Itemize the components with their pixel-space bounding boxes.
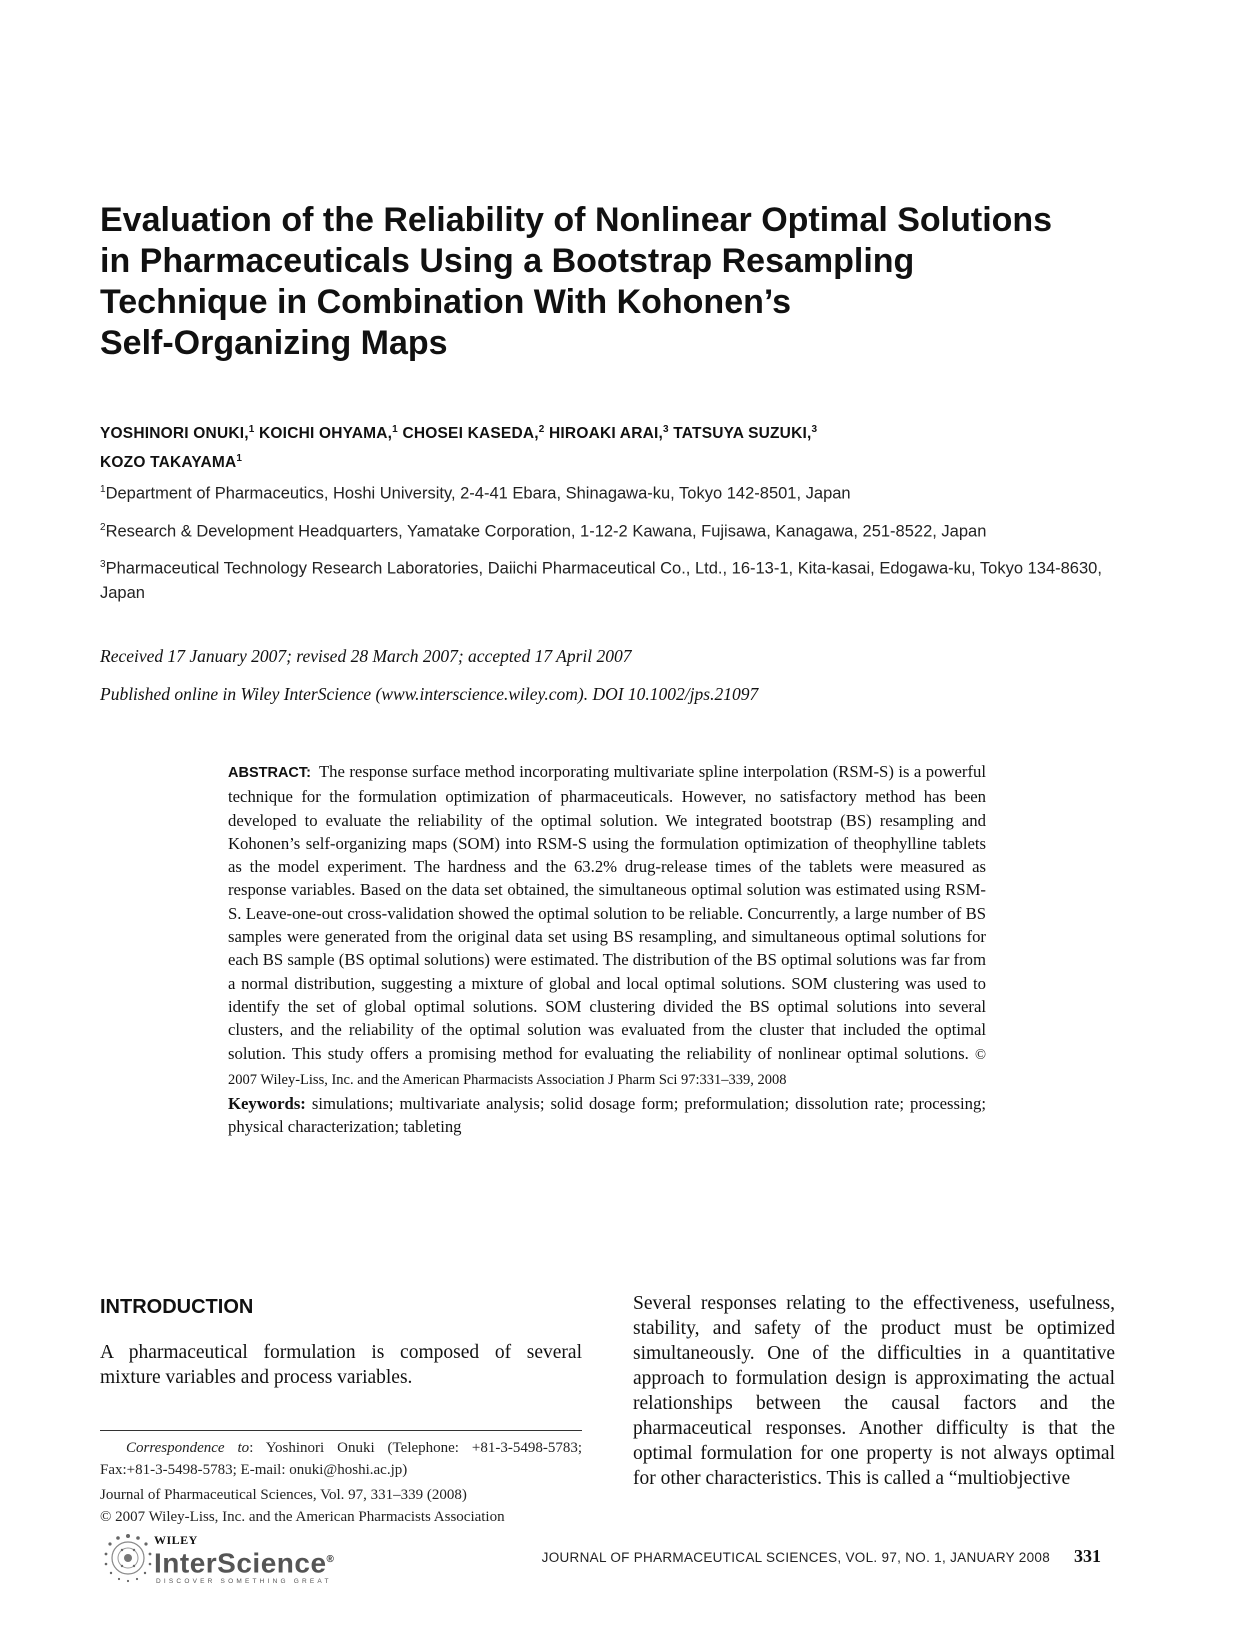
affiliation-mark: 1 bbox=[100, 484, 106, 495]
journal-citation: Journal of Pharmaceutical Sciences, Vol. 97, 331–339 (2008) bbox=[100, 1487, 467, 1503]
registered-mark: ® bbox=[326, 1554, 335, 1565]
author-name: TATSUYA SUZUKI, bbox=[673, 425, 812, 443]
keywords bbox=[228, 1092, 986, 1139]
affiliation-mark: 2 bbox=[100, 522, 106, 533]
author-line bbox=[100, 417, 1140, 446]
author-list bbox=[100, 417, 1140, 475]
running-footer: JOURNAL OF PHARMACEUTICAL SCIENCES, VOL. 97, NO. 1, JANUARY 2008 bbox=[541, 1550, 1050, 1565]
affiliation bbox=[100, 516, 1140, 544]
author-affiliation-mark: 3 bbox=[811, 424, 818, 435]
abstract-text: The response surface method incorporating multivariate spline interpolation (RSM-S) is a powerful technique for the formulation optimization of pharmaceuticals. However, no satisfactory method has been developed to evaluate the reliability of the optimal solution. We integrated bootstrap (BS) resampling and Kohonen’s self-organizing maps (SOM) into RSM-S using the formulation optimization of theophylline tablets as the model experiment. The hardness and the 63.2% drug-release times of the tablets were measured as response variables. Based on the data set obtained, the simultaneous optimal solution was estimated using RSM-S. Leave-one-out cross-validation showed the optimal solution to be reliable. Concurrently, a large number of BS samples were generated from the original data set using BS resampling, and simultaneous optimal solutions for each BS sample (BS optimal solutions) were estimated. The distribution of the BS optimal solutions was far from a normal distribution, suggesting a mixture of global and local optimal solutions. SOM clustering was used to identify the set of global optimal solutions. SOM clustering divided the BS optimal solutions into several clusters, and the reliability of the optimal solution was evaluated from the cluster that included the optimal solution. This study offers a promising method for evaluating the reliability of nonlinear optimal solutions. bbox=[228, 762, 986, 1063]
author-affiliation-mark: 1 bbox=[392, 424, 398, 435]
correspondence-label: Correspondence to bbox=[126, 1440, 250, 1456]
footnote-divider bbox=[100, 1430, 582, 1431]
logo-wordmark-text: InterScience bbox=[154, 1547, 327, 1579]
correspondence-text: : Yoshinori Onuki (Telephone: +81-3-5498-5783; Fax:+81-3-5498-5783; E-mail: onuki@hoshi.ac.jp) bbox=[100, 1440, 583, 1478]
introduction-right-column: Several responses relating to the effectiveness, usefulness, stability, and safety of the product must be optimized simultaneously. One of the difficulties in a quantitative approach to formulation design is approximating the actual relationships between the causal factors and the pharmaceutical responses. Another difficulty is that the optimal formulation for one property is not always optimal for other characteristics. This is called a “multiobjective bbox=[633, 1293, 1115, 1489]
author-affiliation-mark: 2 bbox=[538, 424, 545, 435]
abstract-copyright: © 2007 Wiley-Liss, Inc. and the American Pharmacists Association J Pharm Sci 97:331–339, 2008 bbox=[228, 1046, 986, 1088]
affiliation-mark: 3 bbox=[100, 559, 106, 570]
correspondence-note bbox=[100, 1438, 582, 1481]
affiliation-text: Research & Development Headquarters, Yamatake Corporation, 1-12-2 Kawana, Fujisawa, Kanagawa, 251-8522, Japan bbox=[105, 522, 987, 541]
logo-wordmark bbox=[154, 1544, 334, 1579]
author-affiliation-mark: 3 bbox=[663, 424, 669, 435]
affiliation bbox=[100, 553, 1140, 605]
introduction-left-column: A pharmaceutical formulation is composed of several mixture variables and process variables. bbox=[100, 1342, 582, 1388]
abstract bbox=[228, 760, 986, 1139]
wiley-interscience-logo bbox=[100, 1530, 350, 1592]
author-name: KOZO TAKAYAMA bbox=[100, 454, 237, 472]
affiliation bbox=[100, 478, 1140, 506]
author-affiliation-mark: 1 bbox=[248, 424, 255, 435]
introduction-heading: INTRODUCTION bbox=[100, 1296, 254, 1318]
author-name: KOICHI OHYAMA, bbox=[259, 425, 393, 443]
keywords-text: simulations; multivariate analysis; solid dosage form; preformulation; dissolution rate; processing; physical characterization; tableting bbox=[228, 1094, 986, 1137]
affiliation-text: Pharmaceutical Technology Research Laboratories, Daiichi Pharmaceutical Co., Ltd., 16-13-1, Kita-kasai, Edogawa-ku, Tokyo 134-8630, Japan bbox=[100, 559, 1102, 602]
logo-publisher: WILEY bbox=[154, 1533, 198, 1547]
page-number: 331 bbox=[1074, 1546, 1101, 1566]
logo-tagline: DISCOVER SOMETHING GREAT bbox=[156, 1578, 332, 1585]
keywords-label: Keywords: bbox=[228, 1094, 306, 1114]
article-title bbox=[100, 200, 1120, 364]
interscience-logo-icon bbox=[100, 1530, 156, 1586]
author-name: HIROAKI ARAI, bbox=[549, 425, 663, 443]
affiliation-text: Department of Pharmaceutics, Hoshi University, 2-4-41 Ebara, Shinagawa-ku, Tokyo 142-8501, Japan bbox=[105, 484, 851, 503]
title-line: Self-Organizing Maps bbox=[100, 324, 448, 362]
publication-info: Published online in Wiley InterScience (www.interscience.wiley.com). DOI 10.1002/jps.21097 bbox=[100, 684, 759, 704]
author-name: YOSHINORI ONUKI, bbox=[100, 425, 249, 443]
author-affiliation-mark: 1 bbox=[236, 453, 243, 465]
received-dates: Received 17 January 2007; revised 28 March 2007; accepted 17 April 2007 bbox=[100, 646, 632, 666]
title-line: Technique in Combination With Kohonen’s bbox=[100, 283, 791, 321]
title-line: Evaluation of the Reliability of Nonlinear Optimal Solutions bbox=[100, 201, 1053, 239]
author-name: CHOSEI KASEDA, bbox=[402, 425, 539, 443]
title-line: in Pharmaceuticals Using a Bootstrap Resampling bbox=[100, 242, 915, 280]
author-line bbox=[100, 446, 1140, 475]
footnote-copyright: © 2007 Wiley-Liss, Inc. and the American Pharmacists Association bbox=[100, 1508, 505, 1525]
abstract-body bbox=[228, 760, 986, 1092]
footnotes bbox=[100, 1438, 582, 1528]
abstract-label: ABSTRACT: bbox=[228, 765, 311, 781]
